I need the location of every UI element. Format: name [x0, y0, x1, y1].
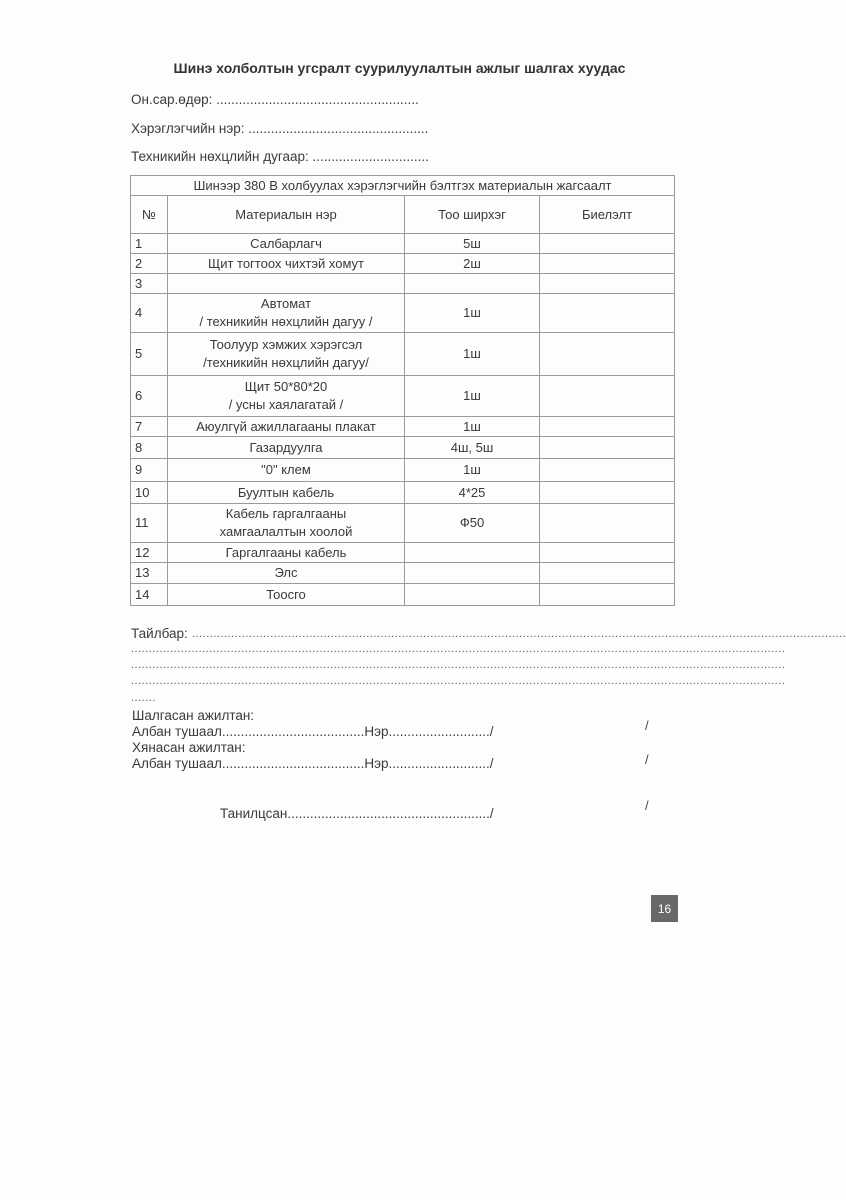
completion-cell[interactable] [540, 504, 675, 543]
notes-label: Тайлбар: [131, 626, 188, 641]
header-completion: Биелэлт [540, 196, 675, 234]
material-name [168, 563, 405, 584]
quantity: 2ш [405, 254, 540, 274]
reviewed-by-signature-line[interactable] [132, 756, 494, 771]
row-number: 11 [131, 504, 168, 543]
row-number: 14 [131, 584, 168, 606]
material-name [168, 504, 405, 543]
page-number-badge: 16 [651, 895, 678, 922]
material-name [168, 376, 405, 417]
completion-cell[interactable] [540, 543, 675, 563]
material-name-line: Аюулгүй ажиллагааны плакат [196, 418, 376, 434]
header-no: № [131, 196, 168, 234]
quantity: 1ш [405, 459, 540, 482]
material-name [168, 459, 405, 482]
material-name [168, 417, 405, 437]
material-name-line: / техникийн нөхцлийн дагуу / [199, 314, 373, 329]
acquainted-dots: ....................................................../ [287, 806, 494, 821]
quantity [405, 543, 540, 563]
material-name-line: Тоосго [266, 586, 306, 602]
notes-dots-1: ........................................................................................................................................................................................ [192, 628, 846, 640]
material-name [168, 254, 405, 274]
document-title: Шинэ холболтын угсралт суурилуулалтын ажлыг шалгах хуудас [173, 60, 626, 76]
material-name [168, 333, 405, 376]
material-name-line: Щит тогтоох чихтэй хомут [208, 255, 364, 271]
table-header-row [131, 196, 675, 234]
notes-dots-4: ........................................................................................................................................................................................ [131, 675, 786, 687]
table-caption-row [131, 176, 675, 196]
table-row [131, 584, 675, 606]
row-number: 4 [131, 294, 168, 333]
material-name-line: Гаргалгааны кабель [225, 544, 347, 560]
material-name-line: Элс [274, 565, 298, 580]
table-row [131, 437, 675, 459]
row-number: 13 [131, 563, 168, 584]
row-number: 3 [131, 274, 168, 294]
name-label: Нэр [364, 724, 389, 739]
row-number: 12 [131, 543, 168, 563]
tech-condition-number-field[interactable] [131, 149, 429, 164]
checked-by-label: Шалгасан ажилтан: [132, 708, 255, 723]
material-name-line: / усны хаялагатай / [228, 397, 344, 412]
header-quantity: Тоо ширхэг [405, 196, 540, 234]
completion-cell[interactable] [540, 584, 675, 606]
material-name [168, 274, 405, 294]
material-name-line: Автомат [260, 296, 312, 311]
material-name-line: "0" клем [261, 462, 311, 477]
material-name-line: Салбарлагч [250, 235, 322, 251]
quantity: Ф50 [405, 504, 540, 543]
customer-name-label: Хэрэглэгчийн нэр: [131, 121, 245, 136]
acquainted-slash: / [645, 798, 649, 813]
material-name-line: Кабель гаргалгааны [225, 506, 347, 521]
reviewed-by-label: Хянасан ажилтан: [132, 740, 246, 755]
name-dots: .........................../ [388, 756, 494, 771]
completion-cell[interactable] [540, 482, 675, 504]
name-label: Нэр [364, 756, 389, 771]
completion-cell[interactable] [540, 437, 675, 459]
row-number: 8 [131, 437, 168, 459]
material-name-line: хамгаалалтын хоолой [219, 524, 353, 539]
row-number: 5 [131, 333, 168, 376]
table-row [131, 417, 675, 437]
material-name [168, 543, 405, 563]
quantity: 5ш [405, 234, 540, 254]
table-row [131, 376, 675, 417]
row-number: 7 [131, 417, 168, 437]
table-row [131, 333, 675, 376]
notes-line-1[interactable] [131, 626, 188, 641]
completion-cell[interactable] [540, 254, 675, 274]
row-number: 10 [131, 482, 168, 504]
quantity [405, 274, 540, 294]
quantity [405, 563, 540, 584]
row-number: 2 [131, 254, 168, 274]
material-name [168, 482, 405, 504]
date-dots: ...................................................... [216, 92, 419, 107]
quantity: 4ш, 5ш [405, 437, 540, 459]
date-label: Он.сар.өдөр: [131, 92, 213, 107]
table-row [131, 274, 675, 294]
row-number: 9 [131, 459, 168, 482]
table-row [131, 504, 675, 543]
reviewed-by-slash: / [645, 752, 649, 767]
position-dots: ...................................... [221, 724, 365, 739]
name-dots: .........................../ [388, 724, 494, 739]
customer-name-dots: ................................................ [248, 121, 429, 136]
material-name-line: Газардуулга [249, 439, 323, 455]
completion-cell[interactable] [540, 333, 675, 376]
position-label: Албан тушаал [132, 756, 222, 771]
material-name [168, 437, 405, 459]
completion-cell[interactable] [540, 459, 675, 482]
row-number: 1 [131, 234, 168, 254]
completion-cell[interactable] [540, 234, 675, 254]
tech-condition-number-dots: ............................... [312, 149, 429, 164]
quantity: 1ш [405, 376, 540, 417]
material-name-line: Тоолуур хэмжих хэрэгсэл [209, 337, 363, 352]
tech-condition-number-label: Техникийн нөхцлийн дугаар: [131, 149, 309, 164]
notes-dots-3: ........................................................................................................................................................................................ [131, 659, 786, 671]
completion-cell[interactable] [540, 376, 675, 417]
quantity [405, 584, 540, 606]
checked-by-signature-line[interactable] [132, 724, 494, 739]
completion-cell[interactable] [540, 563, 675, 584]
checked-by-slash: / [645, 718, 649, 733]
customer-name-field[interactable] [131, 121, 428, 136]
table-caption: Шинээр 380 В холбуулах хэрэглэгчийн бэлтгэх материалын жагсаалт [131, 176, 675, 196]
notes-dots-end: ....... [131, 692, 156, 704]
table-row [131, 459, 675, 482]
date-field[interactable] [131, 92, 419, 107]
quantity: 1ш [405, 417, 540, 437]
table-row [131, 482, 675, 504]
material-name-line: /техникийн нөхцлийн дагуу/ [203, 355, 369, 370]
material-name [168, 234, 405, 254]
materials-table [130, 175, 675, 606]
notes-dots-2: ........................................................................................................................................................................................ [131, 643, 786, 655]
table-row [131, 254, 675, 274]
table-row [131, 563, 675, 584]
table-row [131, 294, 675, 333]
table-row [131, 543, 675, 563]
completion-cell[interactable] [540, 417, 675, 437]
row-number: 6 [131, 376, 168, 417]
completion-cell[interactable] [540, 274, 675, 294]
material-name [168, 294, 405, 333]
completion-cell[interactable] [540, 294, 675, 333]
position-dots: ...................................... [221, 756, 365, 771]
header-material-name: Материалын нэр [168, 196, 405, 234]
quantity: 1ш [405, 294, 540, 333]
acquainted-signature-line[interactable] [220, 806, 494, 821]
material-name-line: Щит 50*80*20 [244, 379, 328, 394]
acquainted-label: Танилцсан [220, 806, 288, 821]
quantity: 1ш [405, 333, 540, 376]
position-label: Албан тушаал [132, 724, 222, 739]
quantity: 4*25 [405, 482, 540, 504]
material-name [168, 584, 405, 606]
table-row [131, 234, 675, 254]
material-name-line: Буултын кабель [237, 484, 335, 500]
